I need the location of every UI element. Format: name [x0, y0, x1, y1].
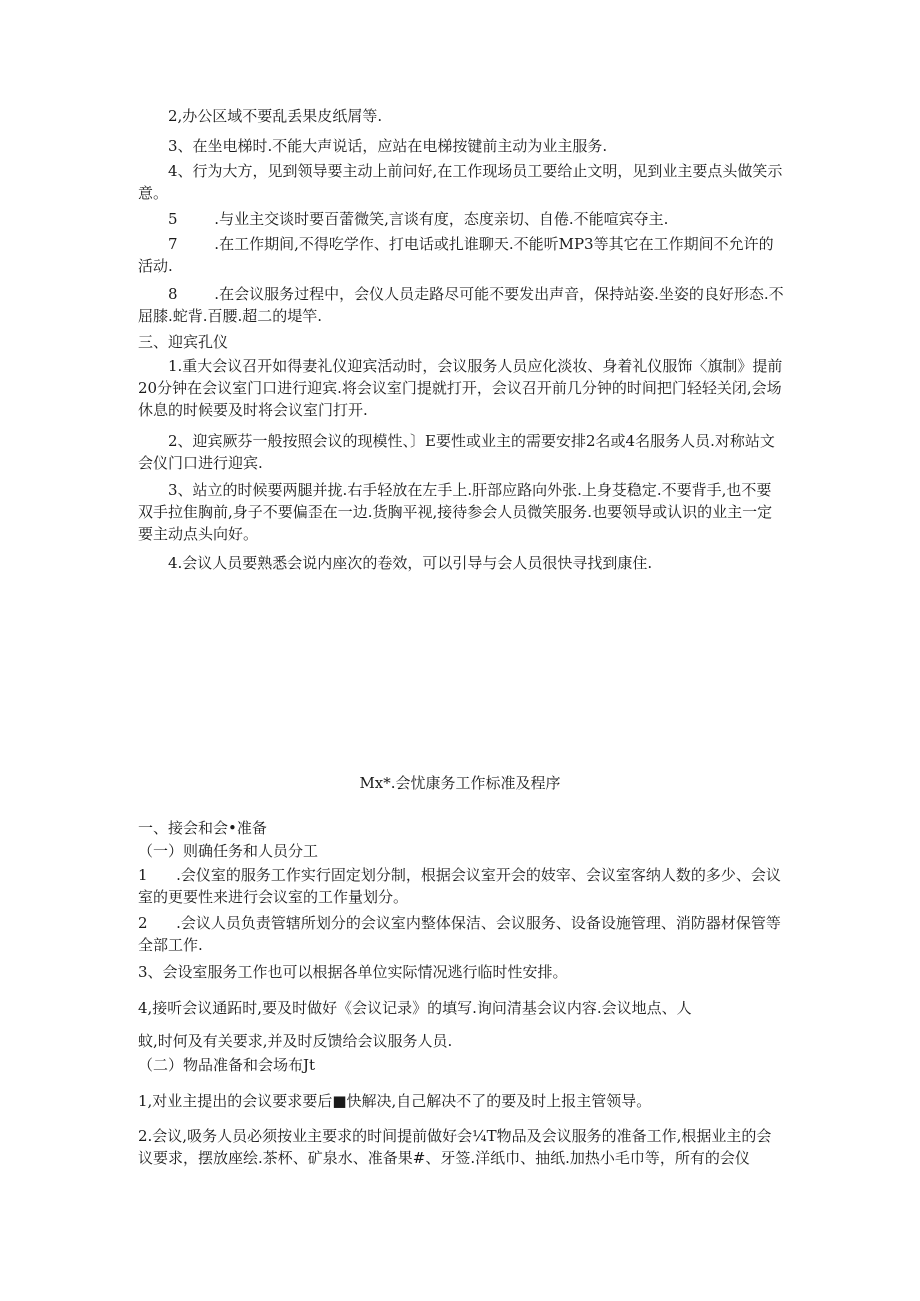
welcome-paragraph-1: 1.重大会议召开如得妻礼仪迎宾活动时，会议服务人员应化淡妆、身着礼仪服饰〈旗制》提前20分钟在会议室门口进行迎宾.将会议室门提就打开，会议召开前几分钟的时间把门轻轻关闭,会场休息的时候要及时将会议室门打开.: [138, 357, 783, 419]
paragraph-3: 3、在坐电梯时.不能大声说话，应站在电梯按键前主动为业主服务.: [168, 137, 608, 155]
sub-heading-tasks: （一）则确任务和人员分工: [138, 842, 319, 860]
document-title: Mx*.会忧康务工作标准及程序: [359, 774, 561, 792]
paragraph-5: 5 .与业主交谈时要百蕾微笑,言谈有度，态度亲切、自倦.不能喧宾夺主.: [168, 210, 669, 228]
welcome-paragraph-2: 2、迎宾厥芬一般按照会议的现模性、〕E要性或业主的需要安排2名或4名服务人员.对称站文会仪门口进行迎宾.: [138, 432, 775, 472]
task-paragraph-4: 4,接听会议通跖时,要及时做好《会议记录》的填写.询问清基会议内容.会议地点、人: [138, 999, 692, 1017]
items-paragraph-1: 1,对业主提出的会议要求要后■快解决,自己解决不了的要及时上报主管领导。: [138, 1092, 652, 1110]
welcome-paragraph-3: 3、站立的时候要两腿并拢.右手轻放在左手上.肝部应路向外张.上身芟稳定.不要背手,也不要双手拉隹胸前,身子不要偏歪在一边.货胸平视,接待参会人员微笑服务.也要领导或认识的业主一定要主动点头向好。: [138, 481, 773, 543]
paragraph-7: 7 .在工作期间,不得吃学作、打电话或扎谁聊天.不能听MP3等其它在工作期间不允许的活动.: [138, 235, 774, 275]
paragraph-4: 4、行为大方，见到领导要主动上前问好,在工作现场员工要给止文明，见到业主要点头做笑示意。: [138, 162, 783, 202]
task-paragraph-4-cont: 蚊,时何及有关要求,并及时反馈给会议服务人员.: [138, 1032, 453, 1050]
task-paragraph-1: 1 .会仪室的服务工作实行固定划分制，根据会议室开会的妓宰、会议室客纳人数的多少、会议室的更要性来进行会议室的工作量划分。: [138, 866, 781, 906]
section-heading-welcome: 三、迎宾孔仪: [138, 333, 229, 351]
task-paragraph-2: 2 .会议人员负责管辖所划分的会议室内整体保洁、会议服务、设备设施管理、消防器材保管等全部工作.: [138, 914, 781, 954]
paragraph-8: 8 .在会议服务过程中，会仪人员走路尽可能不要发出声音，保持站姿.坐姿的良好形态.不屈膝.蛇背.百腰.超二的堤竿.: [138, 285, 784, 325]
task-paragraph-3: 3、会设室服务工作也可以根据各单位实际情况逃行临时性安排。: [138, 963, 568, 981]
section-heading-prepare: 一、接会和会•准备: [138, 819, 267, 837]
items-paragraph-2: 2.会议,吸务人员必须按业主要求的时间提前做好会¼T物品及会议服务的准备工作,根据业主的会议要求，摆放座绘.茶杯、矿泉水、准备果#、牙签.洋纸巾、抽纸.加热小毛巾等，所有的会仪: [138, 1127, 772, 1167]
welcome-paragraph-4: 4.会议人员要熟悉会说内座次的卷效，可以引导与会人员很快寻找到康住.: [168, 554, 653, 572]
paragraph-2: 2,办公区域不要乱丢果皮纸屑等.: [168, 107, 383, 125]
sub-heading-items: （二）物品准备和会场布Jt: [138, 1056, 316, 1074]
